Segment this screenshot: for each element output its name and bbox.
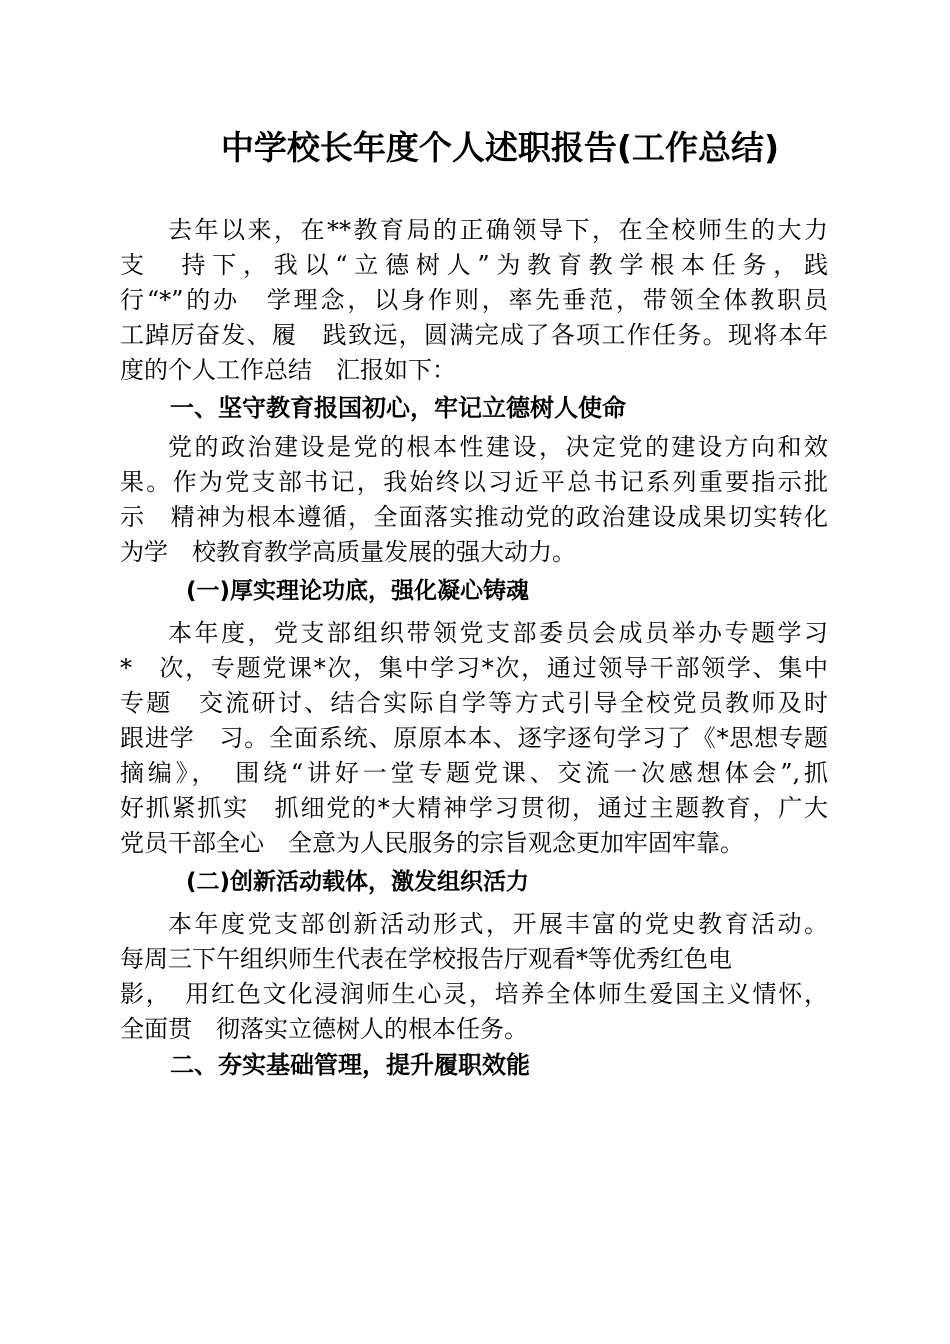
text-line: 党员干部全心 全意为人民服务的宗旨观念更加牢固牢靠。 [120, 829, 744, 857]
text-line: 专题 交流研讨、结合实际自学等方式引导全校党员教师及时 [120, 689, 828, 717]
text-line: 行“*”的办 学理念，以身作则，率先垂范，带领全体教职员 [120, 286, 828, 314]
text-line: 党的政治建设是党的根本性建设，决定党的建设方向和效 [168, 433, 828, 461]
text-line: 本年度党支部创新活动形式，开展丰富的党史教育活动。 [168, 910, 828, 938]
text-line: 工踔厉奋发、履 践致远，圆满完成了各项工作任务。现将本年 [120, 321, 828, 349]
subsection-heading-2: (二)创新活动载体，激发组织活力 [186, 869, 530, 895]
text-line: 本年度，党支部组织带领党支部委员会成员举办专题学习 [168, 619, 828, 647]
text-line: 全面贯 彻落实立德树人的根本任务。 [120, 1015, 528, 1043]
text-line: 去年以来，在**教育局的正确领导下，在全校师生的大力 [168, 216, 828, 244]
text-line: 果。作为党支部书记，我始终以习近平总书记系列重要指示批 [120, 468, 828, 496]
text-line: 摘编》， 围绕“讲好一堂专题党课、交流一次感想体会”,抓 [120, 759, 828, 787]
subsection1-paragraph [120, 616, 828, 861]
text-line: 跟进学 习。全面系统、原原本本、逐字逐句学习了《*思想专题 [120, 724, 828, 752]
intro-paragraph [120, 213, 828, 388]
text-line: * 次，专题党课*次，集中学习*次，通过领导干部领学、集中 [120, 654, 828, 682]
text-line: 影， 用红色文化浸润师生心灵，培养全体师生爱国主义情怀， [120, 980, 828, 1008]
section1-paragraph [120, 430, 828, 570]
section-heading-1: 一、坚守教育报国初心，牢记立德树人使命 [170, 394, 626, 422]
text-line: 每周三下午组织师生代表在学校报告厅观看*等优秀红色电 [120, 945, 732, 973]
subsection-heading-1: (一)厚实理论功底，强化凝心铸魂 [186, 578, 530, 604]
text-line: 示 精神为根本遵循，全面落实推动党的政治建设成果切实转化 [120, 503, 828, 531]
section-heading-2: 二、夯实基础管理，提升履职效能 [170, 1051, 530, 1079]
subsection2-paragraph [120, 907, 828, 1047]
text-line: 度的个人工作总结 汇报如下： [120, 356, 456, 384]
text-line: 为学 校教育教学高质量发展的强大动力。 [120, 538, 576, 566]
document-title: 中学校长年度个人述职报告(工作总结) [220, 128, 780, 167]
text-line: 支 持下，我以“立德树人”为教育教学根本任务，践 [120, 251, 828, 279]
text-line: 好抓紧抓实 抓细党的*大精神学习贯彻，通过主题教育，广大 [120, 794, 828, 822]
